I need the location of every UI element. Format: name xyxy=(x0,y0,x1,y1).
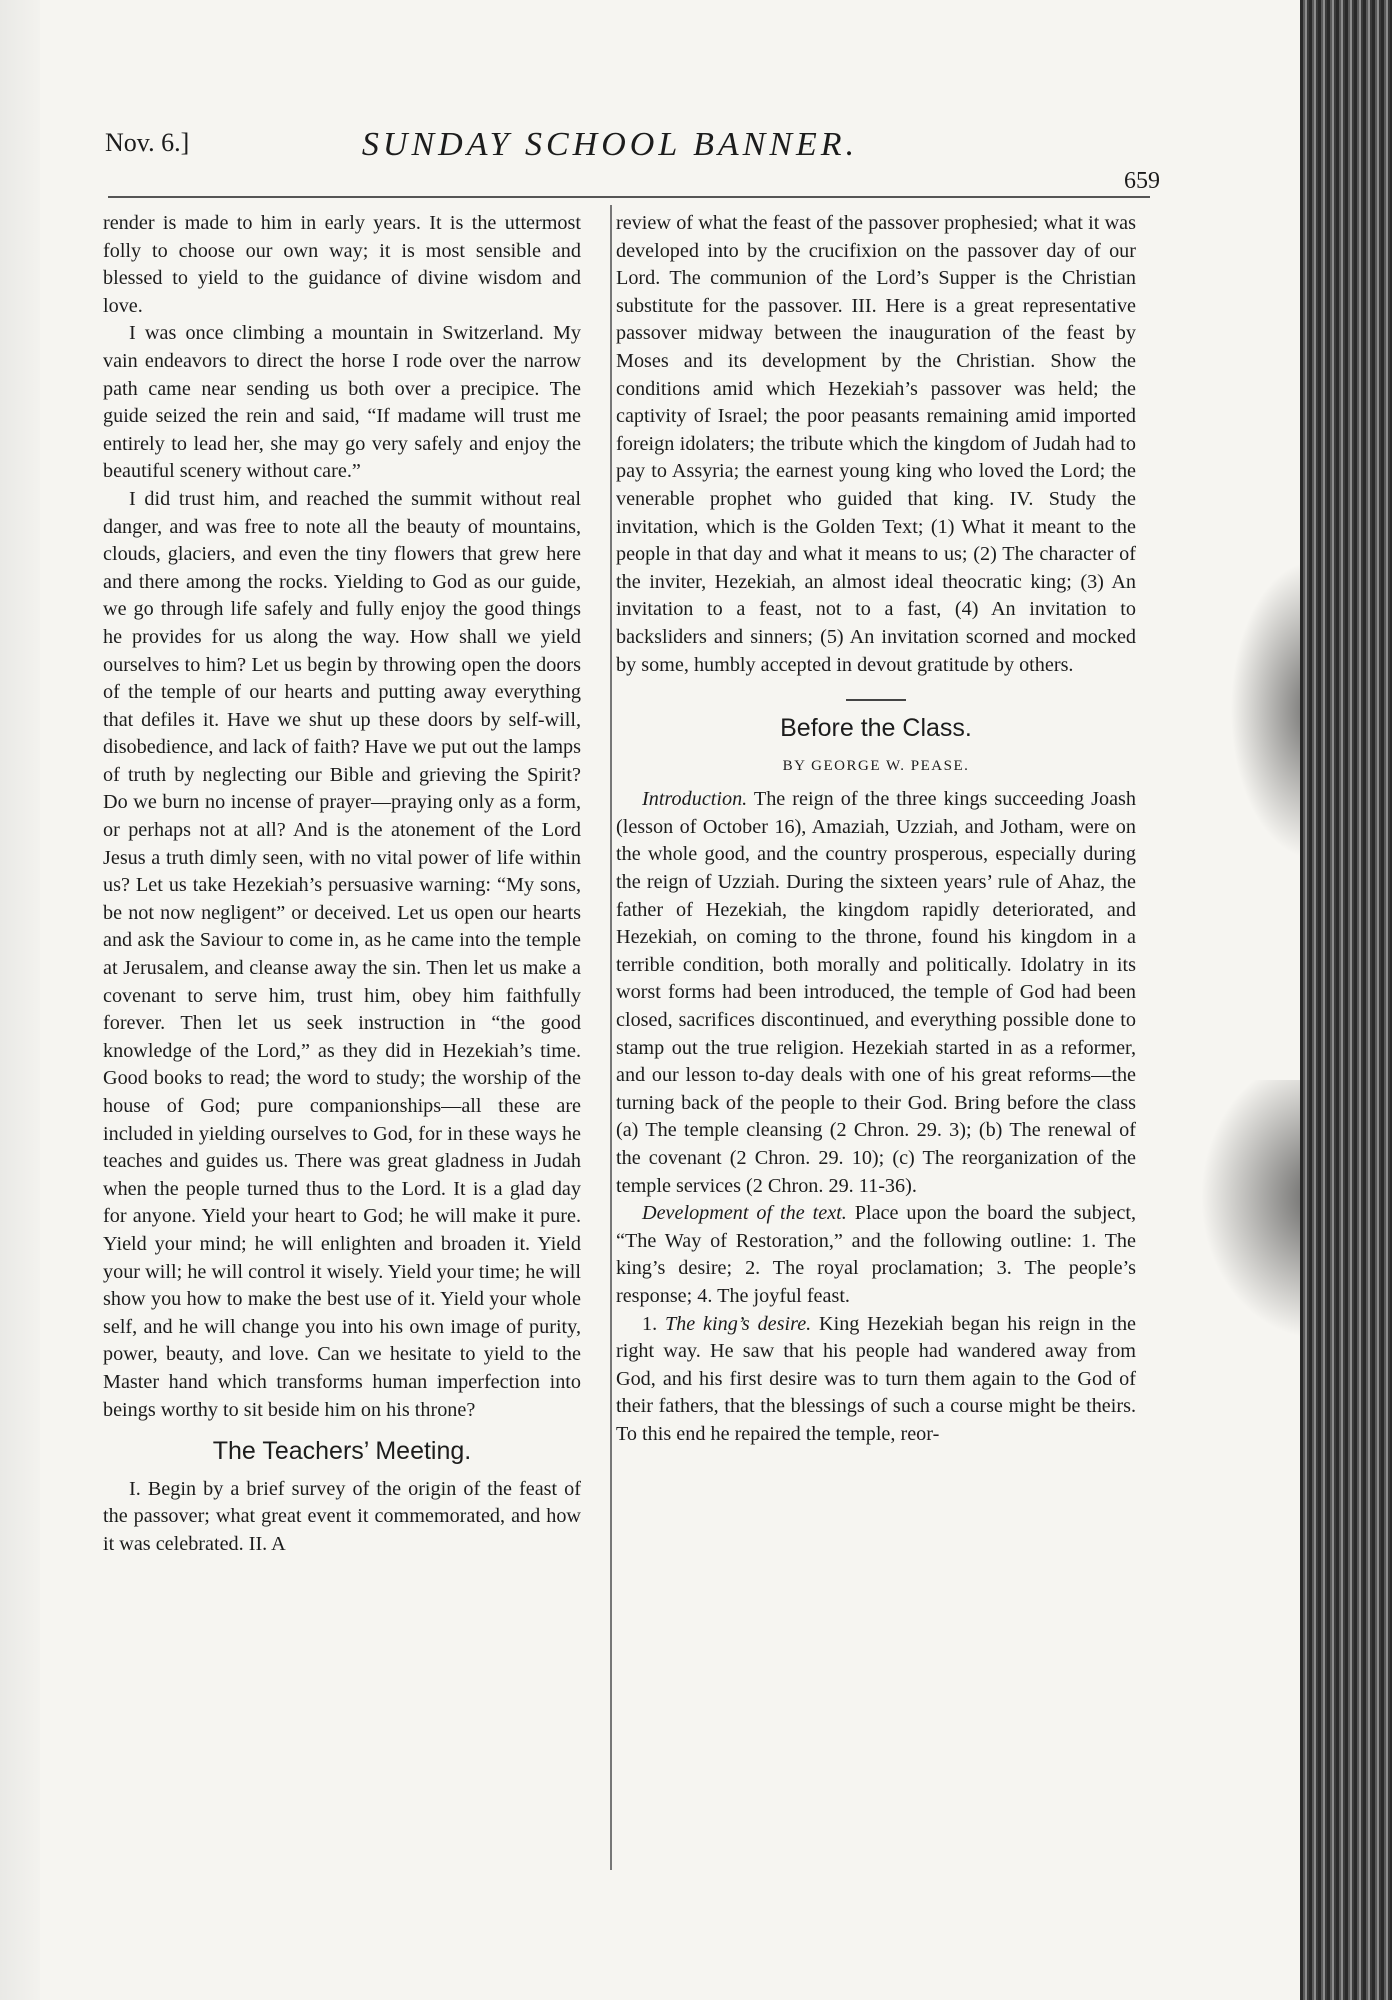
paragraph: I did trust him, and reached the summit without real danger, and was free to note all the beauty of mountains, clouds, glaciers, and even the tiny flowers that grew here and there among the rocks. Yielding to God as our guide, we go through life safely and fully enjoy the good things he provides for us along the way. How shall we yield ourselves to him? Let us begin by throwing open the doors of the temple of our hearts and putting away everything that defiles it. Have we shut up these doors by self-will, disobedience, and lack of faith? Have we put out the lamps of truth by neglecting our Bible and grieving the Spirit? Do we burn no incense of prayer—praying only as a form, or perhaps not at all? And is the atonement of the Lord Jesus a truth dimly seen, with no vital power of life within us? Let us take Hezekiah’s persuasive warning: “My sons, be not now negligent” or deceived. Let us open our hearts and ask the Saviour to come in, as he came into the temple at Jerusalem, and cleanse away the sin. Then let us make a covenant to serve him, trust him, obey him faithfully forever. Then let us seek instruction in “the good knowledge of the Lord,” as they did in Hezekiah’s time. Good books to read; the word to study; the worship of the house of God; pure companionships—all these are included in yielding ourselves to God, for in these ways he teaches and guides us. There was great gladness in Judah when the people turned thus to the Lord. It is a glad day for anyone. Yield your heart to God; he will make it pure. Yield your mind; he will enlighten and broaden it. Yield your will; he will control it wisely. Yield your time; he will show you how to make the best use of it. Yield your whole self, and he will change you into his own image of purity, power, beauty, and love. Can we hesitate to yield to the Master hand which transforms human imperfection into beings worthy to sit beside him on his throne? xyxy=(103,487,581,1421)
introduction-paragraph xyxy=(616,786,1136,1200)
paragraph: review of what the feast of the passover prophesied; what it was developed into by the crucifixion on the passover day of our Lord. The communion of the Lord’s Supper is the Christian substitute for the passover. III. Here is a great representative passover midway between the inauguration of the feast by Moses and its development by the Christian. Show the conditions amid which Hezekiah’s passover was held; the captivity of Israel; the poor peasants remaining amid imported foreign idolaters; the tribute which the kingdom of Judah had to pay to Assyria; the earnest young king who loved the Lord; the venerable prophet who guided that king. IV. Study the invitation, which is the Golden Text; (1) What it meant to the people in that day and what it means to us; (2) The character of the inviter, Hezekiah, an almost ideal theocratic king; (3) An invitation to a feast, not to a fast, (4) An invitation to backsliders and sinners; (5) An invitation scorned and mocked by some, humbly accepted in devout gratitude by others. xyxy=(616,212,1136,676)
kings-desire-number: 1. xyxy=(642,1312,665,1335)
left-column xyxy=(103,210,581,1559)
page-number: 659 xyxy=(1124,168,1160,194)
header-title: SUNDAY SCHOOL BANNER. xyxy=(361,126,859,163)
paragraph: I was once climbing a mountain in Switzerland. My vain endeavors to direct the horse I rode over the narrow path came near sending us both over a precipice. The guide seized the rein and said, “If madame will trust me entirely to lead her, she may go very safely and enjoy the beautiful scenery without care.” xyxy=(103,322,581,483)
development-text: Place upon the board the subject, “The Way of Restoration,” and the following outline: 1. The king’s desire; 2. The royal proclamation; 3. The people’s response; 4. The joyful feast. xyxy=(616,1202,1136,1307)
teachers-meeting-heading: The Teachers’ Meeting. xyxy=(212,1437,472,1466)
development-label: Development of the text. xyxy=(642,1202,847,1225)
kings-desire-label: The king’s desire. xyxy=(664,1312,812,1335)
page-left-margin xyxy=(0,0,40,2000)
section-rule xyxy=(846,699,906,701)
introduction-text: The reign of the three kings succeeding Joash (lesson of October 16), Amaziah, Uzziah, and Jotham, were on the whole good, and the country prosperous, especially during the reign of Uzziah. During the sixteen years’ rule of Ahaz, the father of Hezekiah, the kingdom rapidly deteriorated, and Hezekiah, on coming to the throne, found his kingdom in a terrible condition, both morally and politically. Idolatry in its worst forms had been introduced, the temple of God had been closed, sacrifices discontinued, and everything possible done to stamp out the true religion. Hezekiah started in as a reformer, and our lesson to-day deals with one of his great reforms—the turning back of the people to their God. Bring before the class (a) The temple cleansing (2 Chron. 29. 3); (b) The renewal of the covenant (2 Chron. 29. 10); (c) The reorganization of the temple services (2 Chron. 29. 11-36). xyxy=(616,788,1136,1197)
header-date: Nov. 6.] xyxy=(105,128,190,157)
kings-desire-paragraph xyxy=(616,1311,1136,1449)
byline: BY GEORGE W. PEASE. xyxy=(782,757,970,774)
right-column xyxy=(616,210,1136,1449)
introduction-label: Introduction. xyxy=(642,788,748,811)
paragraph: render is made to him in early years. It is the uttermost folly to choose our own way; it is most sensible and blessed to yield to the guidance of divine wisdom and love. xyxy=(103,212,581,317)
development-paragraph xyxy=(616,1200,1136,1310)
header-rule xyxy=(108,196,1150,198)
before-class-heading: Before the Class. xyxy=(780,714,972,743)
column-divider xyxy=(610,205,612,1870)
teachers-meeting-text: I. Begin by a brief survey of the origin of the feast of the passover; what great event it commemorated, and how it was celebrated. II. A xyxy=(103,1477,581,1555)
book-binding-edge xyxy=(1300,0,1392,2000)
kings-desire-text: King Hezekiah began his reign in the right way. He saw that his people had wandered away from God, and his first desire was to turn them again to the God of their fathers, that the blessings of such a course might be theirs. To this end he repaired the temple, reor- xyxy=(616,1312,1136,1445)
running-header xyxy=(65,118,1160,194)
